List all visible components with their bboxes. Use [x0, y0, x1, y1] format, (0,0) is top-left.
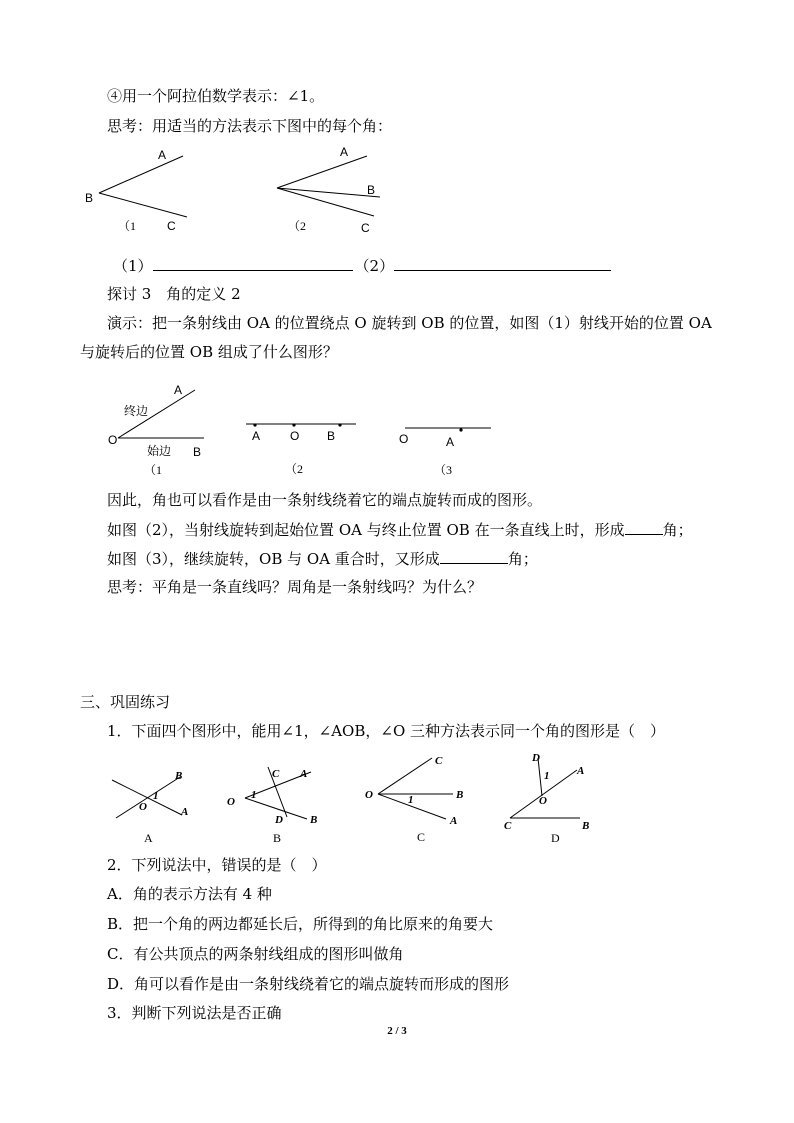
label-1: 1: [251, 789, 257, 801]
page-number: 2 / 3: [387, 1025, 407, 1037]
straight-angle-blank[interactable]: [625, 519, 663, 535]
label-1: 1: [153, 790, 159, 802]
fig3-tail: 角；: [507, 550, 538, 568]
label-O: O: [227, 796, 235, 808]
label-D: D: [532, 752, 540, 764]
label-A: A: [446, 435, 455, 449]
caption: （1: [118, 219, 137, 233]
label-A: A: [181, 806, 189, 818]
answer-blanks: [113, 255, 611, 276]
caption: （2: [285, 462, 304, 475]
rotation-figure-1: [100, 378, 215, 475]
label-C: C: [504, 820, 512, 832]
paragraph-think-2: 思考：平角是一条直线吗？周角是一条射线吗？为什么？: [107, 578, 483, 596]
label-start-side: 始边: [147, 444, 172, 458]
answer-label-1: （1）: [113, 257, 153, 275]
label-A: A: [158, 148, 167, 162]
paragraph-fig2: [107, 519, 693, 540]
paragraph-fig3: [107, 548, 538, 569]
fig2-text: 如图（2），当射线旋转到起始位置 OA 与终止位置 OB 在一条直线上时，形成: [107, 521, 625, 539]
label-1: 1: [544, 770, 550, 782]
label-C: C: [272, 768, 280, 780]
fig2-tail: 角；: [662, 521, 693, 539]
caption: （2: [288, 219, 307, 233]
label-D: D: [275, 814, 283, 826]
angle-figure-1: [80, 143, 200, 233]
option-figure-c: [360, 748, 470, 845]
label-moving-side: 终边: [124, 404, 149, 418]
full-angle-blank[interactable]: [440, 548, 508, 564]
paragraph-therefore: 因此，角也可以看作是由一条射线绕着它的端点旋转而成的图形。: [107, 491, 543, 509]
label-B: B: [367, 183, 376, 197]
question-1: 1．下面四个图形中，能用∠1，∠AOB，∠O 三种方法表示同一个角的图形是（ ）: [107, 722, 666, 740]
answer-blank-2[interactable]: [394, 255, 611, 271]
label-O: O: [139, 801, 147, 813]
answer-blank-1[interactable]: [153, 255, 353, 271]
option-figure-d: [495, 750, 605, 845]
question-3: 3．判断下列说法是否正确: [107, 1004, 282, 1022]
label-O: O: [539, 795, 547, 807]
label-O: O: [365, 789, 373, 801]
paragraph-demo-line-2: 与旋转后的位置 OB 组成了什么图形？: [80, 343, 338, 361]
option-c: C．有公共顶点的两条射线组成的图形叫做角: [107, 945, 404, 963]
label-B: B: [582, 820, 590, 832]
label-B: B: [85, 191, 94, 205]
option-d: D．角可以看作是由一条射线绕着它的端点旋转而形成的图形: [107, 975, 510, 993]
label-B: B: [175, 770, 183, 782]
option-figure-a: [105, 765, 200, 845]
label-B: B: [456, 789, 464, 801]
caption: （1: [144, 463, 163, 475]
caption: A: [144, 831, 153, 845]
label-O: O: [399, 432, 409, 446]
rotation-figure-2: [240, 412, 365, 475]
rotation-figure-3: [390, 415, 500, 475]
label-O: O: [290, 429, 300, 443]
section-heading-practice: 三、巩固练习: [80, 693, 171, 711]
option-a: A．角的表示方法有 4 种: [107, 885, 272, 903]
fig3-text: 如图（3），继续旋转，OB 与 OA 重合时，又形成: [107, 550, 440, 568]
line-arabic-numeral: ④用一个阿拉伯数学表示：∠1。: [107, 87, 325, 105]
label-C: C: [435, 755, 443, 767]
answer-label-2: （2）: [354, 257, 395, 275]
label-A: A: [300, 768, 308, 780]
label-B: B: [310, 814, 318, 826]
angle-figure-2: [270, 143, 390, 235]
label-B: B: [327, 429, 336, 443]
caption: D: [551, 831, 560, 845]
label-A: A: [577, 765, 585, 777]
label-C: C: [361, 221, 370, 235]
option-figure-b: [225, 755, 325, 845]
label-O: O: [108, 433, 118, 447]
question-2: 2．下列说法中，错误的是（ ）: [107, 856, 327, 874]
label-A: A: [340, 145, 349, 159]
caption: （3: [434, 463, 453, 475]
caption: C: [417, 830, 426, 844]
section-heading-explore-3: 探讨 3 角的定义 2: [107, 285, 241, 303]
caption: B: [273, 831, 282, 845]
paragraph-demo-line-1: 演示：把一条射线由 OA 的位置绕点 O 旋转到 OB 的位置，如图（1）射线开始的位置 OA: [107, 314, 712, 332]
label-B: B: [193, 445, 202, 459]
label-1: 1: [408, 794, 414, 806]
label-A: A: [174, 383, 183, 397]
label-A: A: [450, 815, 458, 827]
line-think-1: 思考：用适当的方法表示下图中的每个角：: [107, 117, 393, 135]
option-b: B．把一个角的两边都延长后，所得到的角比原来的角要大: [107, 915, 494, 933]
label-C: C: [167, 219, 176, 233]
label-A: A: [252, 429, 261, 443]
